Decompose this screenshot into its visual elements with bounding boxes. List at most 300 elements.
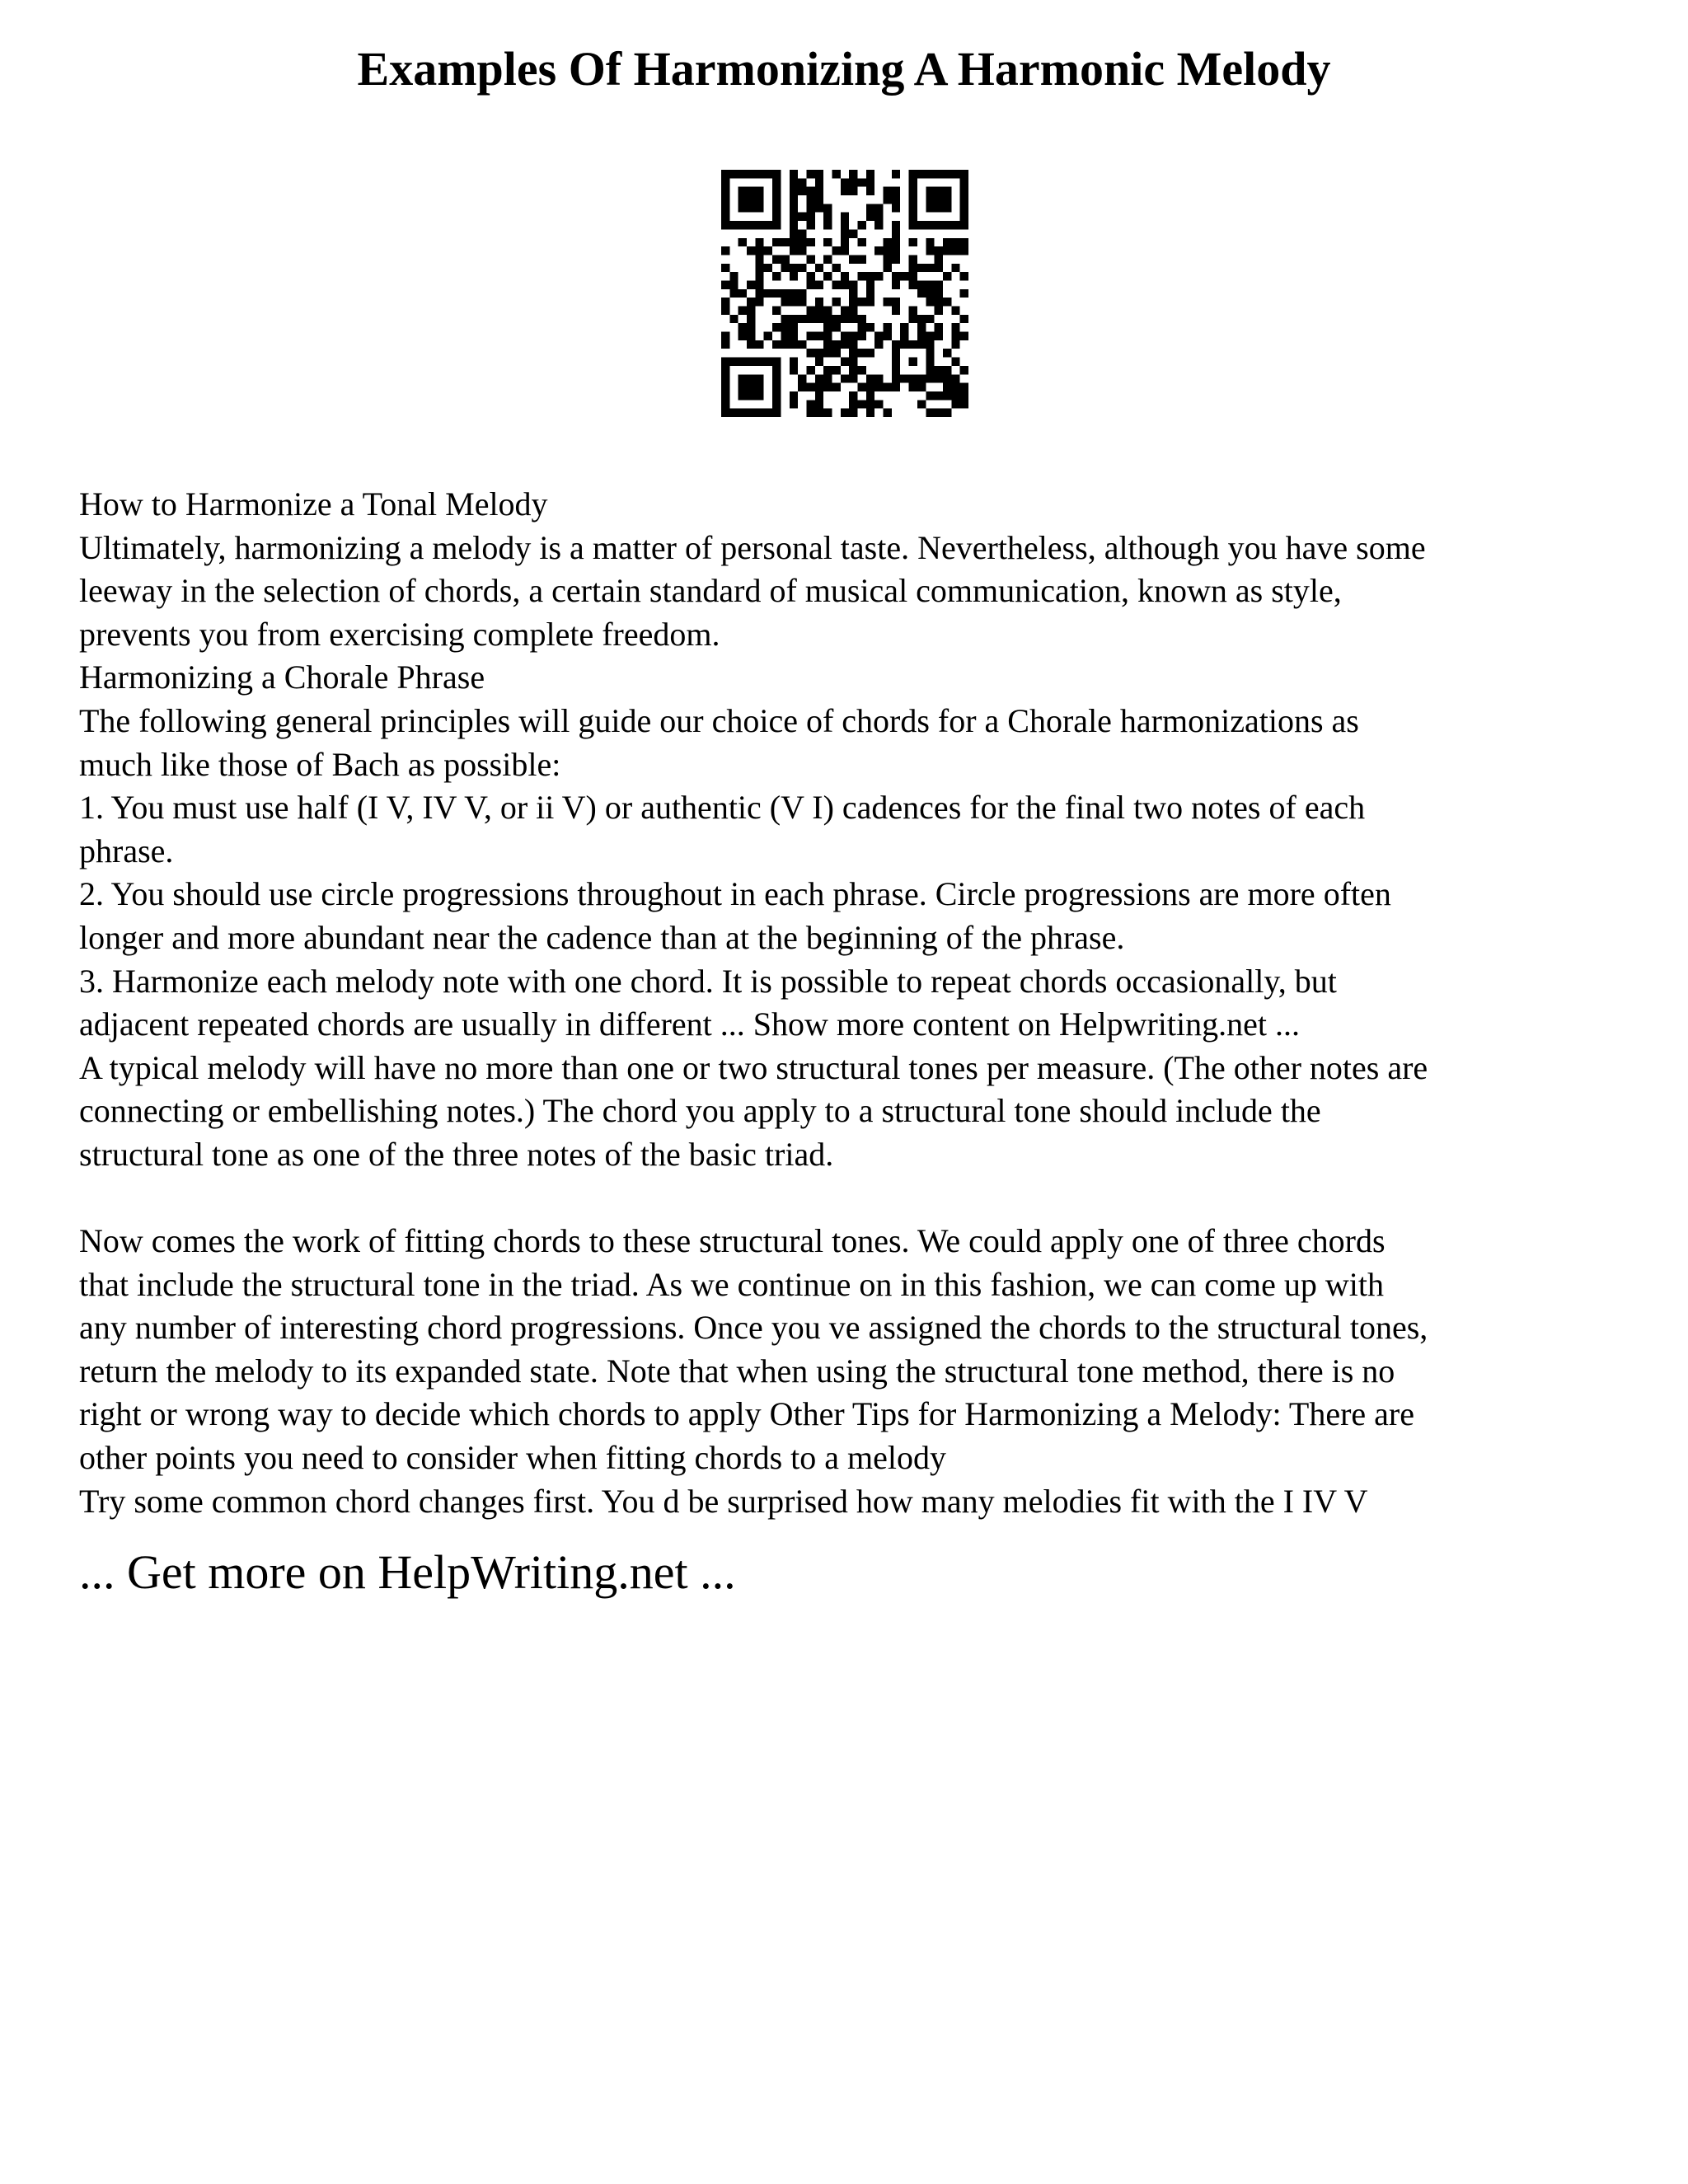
qr-module [874,221,883,229]
qr-module [823,323,832,331]
qr-module [909,340,917,349]
page-title: Examples Of Harmonizing A Harmonic Melody [357,42,1331,96]
qr-module [832,340,840,349]
qr-module [823,238,832,246]
qr-module [960,400,968,408]
qr-module [935,280,943,288]
qr-module [909,187,917,195]
qr-module [866,204,874,212]
qr-module [858,272,866,280]
qr-module [738,204,747,212]
qr-module [926,409,934,417]
qr-module [772,178,781,186]
qr-module [755,238,763,246]
qr-module [892,349,900,357]
qr-module [943,204,951,212]
paragraph-line: prevents you from exercising complete freedom. [79,615,720,653]
qr-module [935,374,943,382]
qr-module [917,383,926,391]
qr-module [772,340,781,349]
qr-module [815,195,823,204]
qr-module [917,323,926,331]
qr-module [823,409,832,417]
qr-module [823,255,832,263]
qr-module [738,374,747,382]
qr-module [926,238,934,246]
qr-module [935,221,943,229]
qr-module [790,272,798,280]
qr-module [815,298,823,306]
qr-module [874,383,883,391]
qr-module [917,289,926,298]
qr-module [866,170,874,178]
qr-module [849,298,857,306]
qr-module [926,340,934,349]
qr-module [892,246,900,255]
qr-module [755,246,763,255]
qr-module [781,255,789,263]
qr-module [823,315,832,323]
qr-module [960,289,968,298]
qr-module [841,246,849,255]
qr-module [858,349,866,357]
qr-module [806,195,814,204]
qr-module [755,204,763,212]
qr-module [841,374,849,382]
qr-module [926,298,934,306]
qr-module [858,221,866,229]
qr-module [755,383,763,391]
qr-module [892,238,900,246]
qr-module [892,255,900,263]
qr-module [790,221,798,229]
qr-module [951,323,959,331]
qr-module [849,358,857,366]
qr-module [892,170,900,178]
qr-module [909,195,917,204]
qr-module [943,383,951,391]
qr-module [764,246,772,255]
qr-module [772,366,781,374]
qr-module [951,264,959,272]
list-item-3: 3. Harmonize each melody note with one chord. It is possible to repeat chords occasionally, but [79,962,1337,1000]
qr-module [858,255,866,263]
paragraph-line: much like those of Bach as possible: [79,745,561,783]
list-item-2-continued: longer and more abundant near the cadence than at the beginning of the phrase. [79,918,1125,956]
qr-module [841,307,849,315]
qr-module [790,298,798,306]
qr-module [764,221,772,229]
qr-module [721,340,729,349]
list-item-2: 2. You should use circle progressions throughout in each phrase. Circle progressions are more often [79,875,1391,913]
paragraph-line: connecting or embellishing notes.) The chord you apply to a structural tone should include the [79,1092,1321,1130]
qr-module [917,332,926,340]
qr-module [849,391,857,400]
qr-module [806,213,814,221]
qr-module [790,246,798,255]
qr-module [960,366,968,374]
list-item-3-continued: adjacent repeated chords are usually in different ... Show more content on Helpwriting.net ... [79,1005,1301,1043]
qr-module [884,255,892,263]
qr-module [721,391,729,400]
qr-module [721,400,729,408]
qr-module [935,187,943,195]
qr-module [747,298,755,306]
qr-module [832,315,840,323]
list-item-1: 1. You must use half (I V, IV V, or ii V) or authentic (V I) cadences for the final two notes of each [79,789,1366,827]
qr-module [798,229,806,237]
qr-module [926,264,934,272]
qr-module [755,358,763,366]
qr-module [943,374,951,382]
qr-code[interactable] [721,170,968,417]
qr-module [798,246,806,255]
qr-module [729,315,738,323]
qr-module [849,315,857,323]
qr-module [926,195,934,204]
qr-module [738,170,747,178]
qr-module [841,315,849,323]
qr-module [874,400,883,408]
qr-module [790,170,798,178]
qr-module [951,400,959,408]
qr-module [764,289,772,298]
qr-module [935,391,943,400]
qr-module [841,340,849,349]
qr-module [892,383,900,391]
qr-module [892,280,900,288]
qr-module [798,264,806,272]
qr-module [866,391,874,400]
paragraph-line: any number of interesting chord progressions. Once you ve assigned the chords to the structural tones, [79,1309,1428,1347]
qr-module [951,332,959,340]
qr-module [806,221,814,229]
qr-module [832,323,840,331]
qr-module [755,264,763,272]
qr-module [858,366,866,374]
qr-module [841,229,849,237]
qr-module [926,170,934,178]
qr-module [909,213,917,221]
qr-module [960,383,968,391]
qr-module [892,307,900,315]
paragraph-line: Ultimately, harmonizing a melody is a matter of personal taste. Nevertheless, although you have some [79,528,1426,566]
qr-module [772,187,781,195]
qr-module [772,307,781,315]
qr-module [815,187,823,195]
qr-module [721,246,729,255]
qr-module [884,187,892,195]
qr-module [755,409,763,417]
qr-module [841,409,849,417]
qr-module [823,213,832,221]
qr-module [909,280,917,288]
qr-module [960,187,968,195]
qr-module [951,391,959,400]
qr-module [772,272,781,280]
qr-module [729,289,738,298]
qr-module [764,264,772,272]
qr-module [798,340,806,349]
qr-module [798,213,806,221]
qr-module [909,170,917,178]
qr-module [832,280,840,288]
qr-module [781,332,789,340]
qr-module [806,315,814,323]
qr-module [951,358,959,366]
qr-module [806,400,814,408]
qr-module [841,213,849,221]
qr-module [738,187,747,195]
qr-module [764,332,772,340]
qr-module [926,332,934,340]
qr-module [926,358,934,366]
paragraph-line: right or wrong way to decide which chords to apply Other Tips for Harmonizing a Melody: There are [79,1395,1414,1433]
qr-module [909,178,917,186]
qr-module [806,255,814,263]
qr-module [960,315,968,323]
qr-module [935,246,943,255]
qr-module [858,315,866,323]
paragraph-line: The following general principles will guide our choice of chords for a Chorale harmonizations as [79,701,1359,739]
qr-module [729,280,738,288]
qr-module [832,170,840,178]
qr-module [935,289,943,298]
qr-module [772,195,781,204]
qr-module [772,204,781,212]
qr-module [747,204,755,212]
qr-module [747,340,755,349]
qr-module [849,374,857,382]
qr-module [943,366,951,374]
qr-module [832,349,840,357]
qr-module [747,374,755,382]
qr-module [926,187,934,195]
qr-module [960,391,968,400]
qr-module [866,280,874,288]
qr-module [858,323,866,331]
qr-module [917,400,926,408]
qr-module [755,170,763,178]
qr-module [874,204,883,212]
qr-module [943,272,951,280]
qr-module [866,400,874,408]
qr-module [884,332,892,340]
get-more-link[interactable]: ... Get more on HelpWriting.net ... [79,1545,736,1599]
paragraph-line: that include the structural tone in the triad. As we continue on in this fashion, we can come up with [79,1265,1384,1303]
qr-module [798,315,806,323]
qr-module [823,383,832,391]
qr-module [729,358,738,366]
qr-module [806,238,814,246]
qr-module [951,238,959,246]
qr-module [892,358,900,366]
qr-module [849,332,857,340]
qr-module [798,178,806,186]
qr-module [781,238,789,246]
qr-module [832,246,840,255]
qr-module [951,340,959,349]
qr-module [849,400,857,408]
qr-module [721,178,729,186]
qr-module [721,204,729,212]
qr-module [960,221,968,229]
qr-module [874,340,883,349]
qr-module [832,383,840,391]
qr-code-icon [721,170,968,417]
qr-module [738,289,747,298]
qr-module [772,213,781,221]
qr-module [721,307,729,315]
qr-module [738,195,747,204]
qr-module [721,374,729,382]
qr-module [892,366,900,374]
qr-module [935,204,943,212]
qr-module [841,178,849,186]
paragraph-line: return the melody to its expanded state. Note that when using the structural tone method, there is no [79,1352,1395,1390]
qr-module [781,264,789,272]
qr-module [960,246,968,255]
qr-module [772,374,781,382]
qr-module [755,187,763,195]
qr-module [790,315,798,323]
qr-module [823,374,832,382]
qr-module [849,178,857,186]
qr-module [790,400,798,408]
qr-module [772,358,781,366]
qr-module [926,315,934,323]
qr-module [738,323,747,331]
qr-module [747,246,755,255]
qr-module [909,315,917,323]
qr-module [721,170,729,178]
qr-module [738,332,747,340]
qr-module [849,170,857,178]
paragraph-line: Now comes the work of fitting chords to these structural tones. We could apply one of three chords [79,1222,1386,1260]
qr-module [764,358,772,366]
qr-module [764,409,772,417]
qr-module [909,221,917,229]
qr-module [790,340,798,349]
qr-module [738,409,747,417]
qr-module [960,170,968,178]
qr-module [738,307,747,315]
qr-module [815,315,823,323]
qr-module [815,383,823,391]
qr-module [858,238,866,246]
qr-module [823,349,832,357]
qr-module [790,332,798,340]
qr-module [721,383,729,391]
qr-module [892,272,900,280]
qr-module [858,400,866,408]
qr-module [738,221,747,229]
qr-module [892,298,900,306]
qr-module [849,366,857,374]
qr-module [943,349,951,357]
qr-module [815,170,823,178]
qr-module [841,332,849,340]
qr-module [772,289,781,298]
qr-module [798,289,806,298]
qr-module [798,383,806,391]
qr-module [806,332,814,340]
section-heading-tonal-melody: How to Harmonize a Tonal Melody [79,485,548,523]
qr-module [747,280,755,288]
qr-module [892,187,900,195]
qr-module [866,298,874,306]
qr-module [926,289,934,298]
qr-module [823,340,832,349]
qr-module [935,298,943,306]
qr-module [935,323,943,331]
qr-module [858,298,866,306]
paragraph-spacer [79,1177,1629,1221]
qr-module [935,366,943,374]
qr-module [806,366,814,374]
qr-module [806,187,814,195]
qr-module [935,264,943,272]
qr-module [790,213,798,221]
qr-module [841,358,849,366]
qr-module [926,391,934,400]
qr-module [858,383,866,391]
qr-module [806,307,814,315]
qr-module [738,238,747,246]
qr-module [926,374,934,382]
qr-module [960,204,968,212]
qr-module [721,409,729,417]
qr-module [806,383,814,391]
qr-module [729,409,738,417]
qr-module [926,280,934,288]
qr-module [747,221,755,229]
qr-module [849,280,857,288]
qr-module [892,195,900,204]
qr-module [747,358,755,366]
qr-module [849,409,857,417]
qr-module [790,358,798,366]
qr-module [866,272,874,280]
qr-module [926,366,934,374]
qr-module [815,264,823,272]
qr-module [790,264,798,272]
qr-module [772,170,781,178]
qr-module [900,272,908,280]
qr-module [781,323,789,331]
qr-module [884,409,892,417]
qr-module [951,307,959,315]
qr-module [866,383,874,391]
qr-module [738,383,747,391]
qr-module [772,409,781,417]
qr-module [806,170,814,178]
qr-module [892,221,900,229]
paragraph-line: other points you need to consider when fitting chords to a melody [79,1439,947,1477]
document-body [79,483,1629,1523]
qr-module [815,280,823,288]
qr-module [874,246,883,255]
qr-module [772,255,781,263]
qr-module [721,187,729,195]
qr-module [832,366,840,374]
qr-module [935,170,943,178]
qr-module [798,238,806,246]
qr-module [884,323,892,331]
qr-module [892,229,900,237]
paragraph-line: A typical melody will have no more than one or two structural tones per measure. (The other notes are [79,1048,1428,1086]
qr-module [866,349,874,357]
